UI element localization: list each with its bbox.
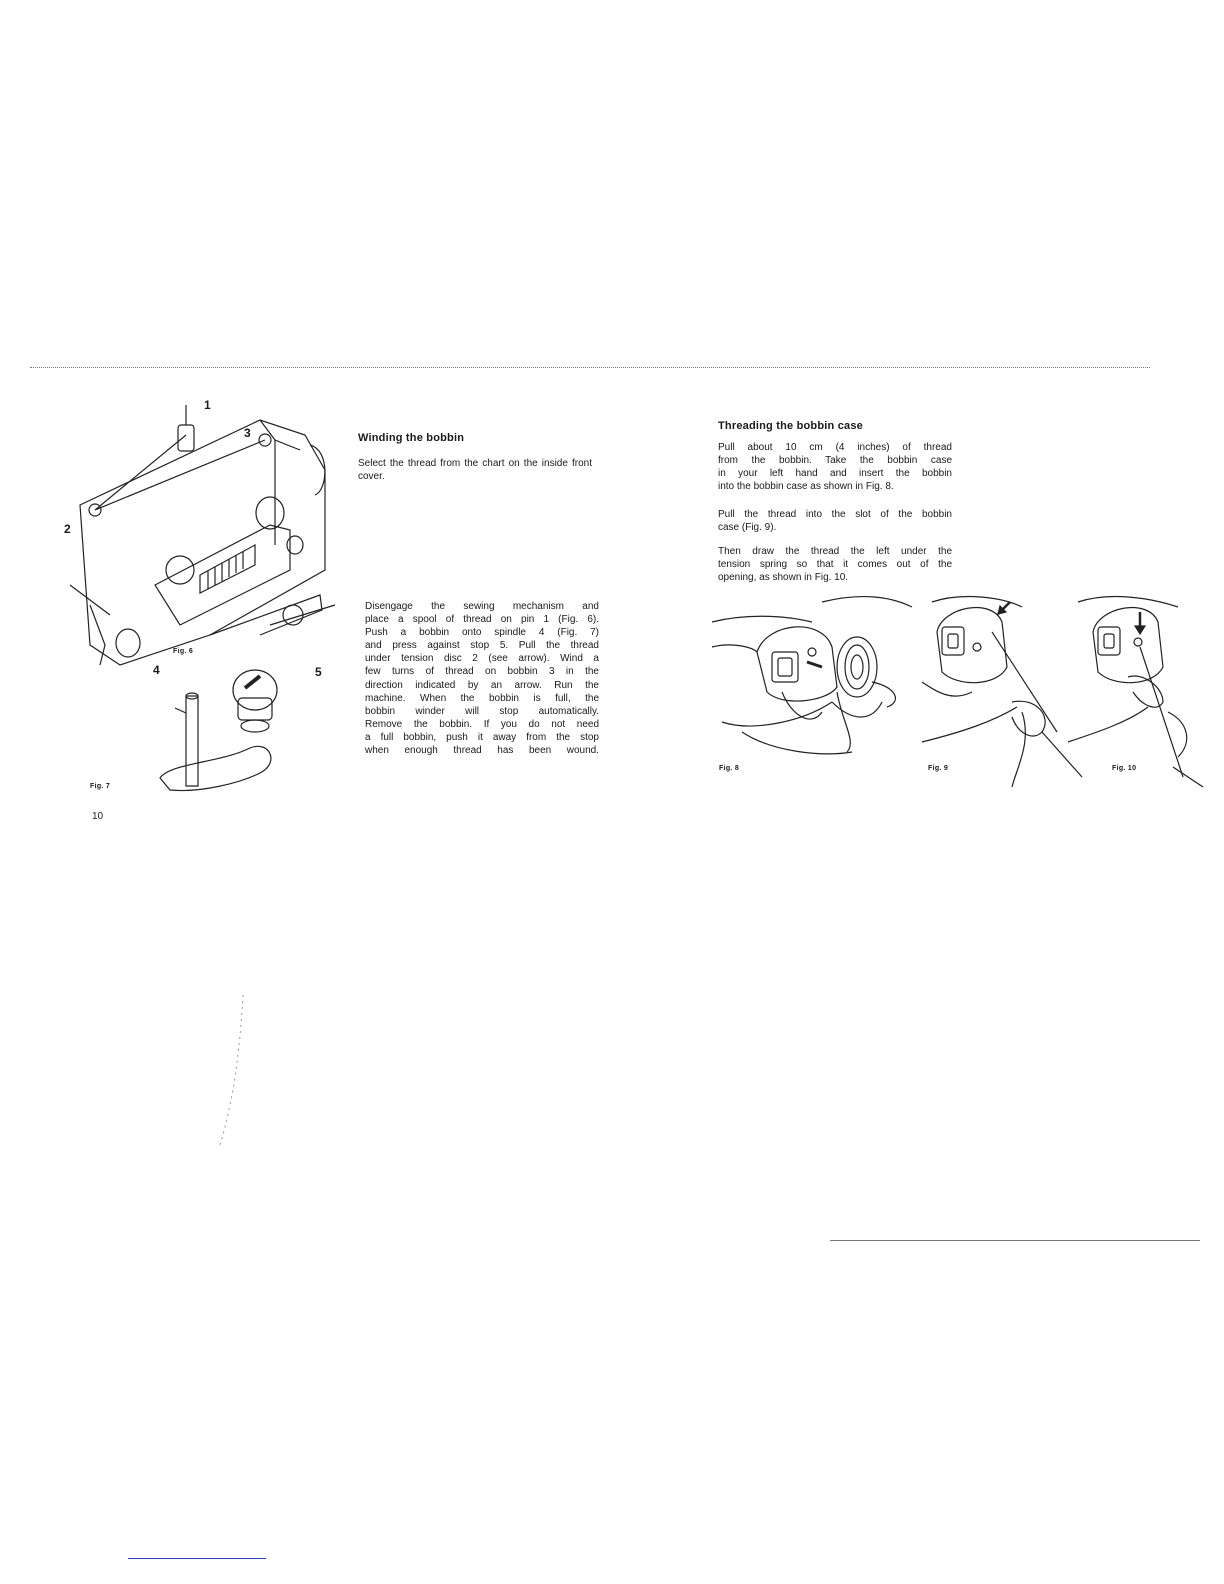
winding-bobbin-heading: Winding the bobbin xyxy=(358,432,465,444)
winding-line: Disengage the sewing mechanism and xyxy=(365,601,599,612)
top-scan-rule xyxy=(30,367,1150,368)
threading-line: Then draw the thread the left under the xyxy=(718,546,952,557)
winding-line: when enough thread has been wound. xyxy=(365,745,599,757)
winding-instructions-paragraph xyxy=(365,600,599,757)
callout-stop-5: 5 xyxy=(315,665,322,679)
fig8-insert-bobbin-illustration xyxy=(712,592,922,762)
winding-line: place a spool of thread on pin 1 (Fig. 6). xyxy=(365,614,599,626)
threading-bobbin-case-heading: Threading the bobbin case xyxy=(718,420,863,432)
threading-line: opening, as shown in Fig. 10. xyxy=(718,572,849,583)
winding-line: machine. When the bobbin is full, the xyxy=(365,692,599,704)
callout-disc-2: 2 xyxy=(64,522,71,536)
winding-line: Remove the bobbin. If you do not need xyxy=(365,718,599,730)
fig7-bobbin-spindle-illustration xyxy=(160,668,300,793)
winding-line: and press against stop 5. Pull the thread xyxy=(365,640,599,652)
winding-line: bobbin winder will stop automatically. xyxy=(365,705,599,717)
fig6-sewing-machine-illustration xyxy=(60,395,335,685)
callout-bobbin-3: 3 xyxy=(244,426,251,440)
threading-paragraph-2 xyxy=(718,508,952,534)
scan-artifact-line xyxy=(215,995,255,1145)
winding-line: direction indicated by an arrow. Run the xyxy=(365,679,599,691)
threading-line: Pull the thread into the slot of the bobbin xyxy=(718,509,952,520)
callout-spindle-4: 4 xyxy=(153,663,160,677)
fig6-label: Fig. 6 xyxy=(173,648,194,655)
fig10-label: Fig. 10 xyxy=(1112,765,1137,772)
winding-line: few turns of thread on bobbin 3 in the xyxy=(365,666,599,678)
footer-rule xyxy=(128,1558,266,1559)
page-number: 10 xyxy=(92,811,104,822)
winding-line: a full bobbin, push it away from the stop xyxy=(365,731,599,743)
fig7-label: Fig. 7 xyxy=(90,783,111,790)
threading-line: from the bobbin. Take the bobbin case xyxy=(718,455,952,466)
threading-line: Pull about 10 cm (4 inches) of thread xyxy=(718,442,952,453)
threading-line: into the bobbin case as shown in Fig. 8. xyxy=(718,481,894,492)
fig10-tension-spring-illustration xyxy=(1068,592,1203,792)
callout-pin-1: 1 xyxy=(204,398,211,412)
threading-line: in your left hand and insert the bobbin xyxy=(718,468,952,479)
threading-line: tension spring so that it comes out of the xyxy=(718,559,952,570)
threading-line: case (Fig. 9). xyxy=(718,522,777,533)
bottom-scan-rule xyxy=(830,1240,1200,1241)
threading-paragraph-1 xyxy=(718,441,952,493)
fig9-label: Fig. 9 xyxy=(928,765,949,772)
fig9-pull-thread-slot-illustration xyxy=(922,592,1082,792)
threading-paragraph-3 xyxy=(718,545,952,584)
fig8-label: Fig. 8 xyxy=(719,765,740,772)
winding-intro-paragraph: Select the thread from the chart on the inside front cover. xyxy=(358,458,592,482)
winding-line: Push a bobbin onto spindle 4 (Fig. 7) xyxy=(365,627,599,639)
winding-line: under tension disc 2 (see arrow). Wind a xyxy=(365,653,599,665)
